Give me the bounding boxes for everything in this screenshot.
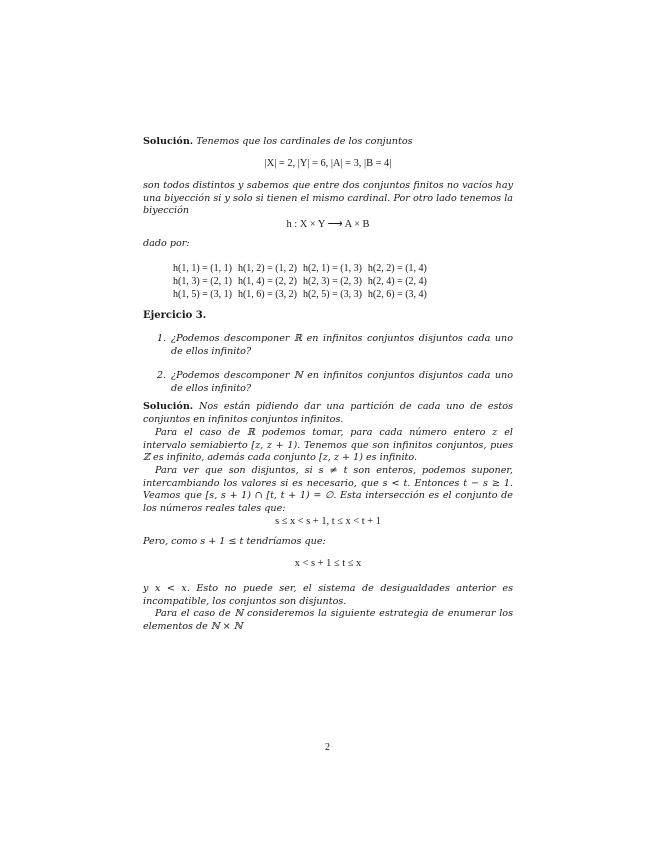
solution-intro-text: Tenemos que los cardinales de los conjuntos [196,136,413,147]
solution-2-p1 [143,401,513,426]
solution-2-p5: y x < x. Esto no puede ser, el sistema de desigualdades anterior es incompatible, los conjuntos son disjuntos. [143,583,513,607]
table-cell: h(2, 1) = (1, 3) [302,263,362,274]
list-item [143,370,513,395]
table-cell: h(1, 5) = (3, 1) [173,289,232,300]
table-cell: h(1, 1) = (1, 1) [173,263,232,274]
map-definition: h : X × Y ⟶ A × B [286,219,370,230]
table-row [173,275,433,288]
bijection-table-wrap [173,262,513,301]
exercise-items [143,333,513,407]
item-number: 2. [157,370,167,382]
table-cell: h(2, 4) = (2, 4) [367,276,427,287]
solution-2-p2: Para el caso de ℝ podemos tomar, para cada número entero z el intervalo semiabierto [z, z + 1). Tenemos que son infinitos conjuntos, pues ℤ es infinito, además cada conjunto [z, z + 1) es infinito. [143,427,513,464]
item-number: 1. [157,333,167,344]
solution-label: Solución. [143,136,194,147]
table-row [173,288,433,301]
cardinals-equation: |X| = 2, |Y| = 6, |A| = 3, |B = 4| [264,158,392,169]
bijection-table [173,262,433,301]
page-content [143,0,513,848]
table-row [173,262,433,275]
exercise-title: Ejercicio 3. [143,310,207,321]
table-cell: h(1, 3) = (2, 1) [173,276,232,287]
table-cell: h(2, 3) = (2, 3) [302,276,362,287]
item-text: ¿Podemos descomponer ℝ en infinitos conjuntos disjuntos cada uno de ellos infinito? [171,333,513,357]
list-item [143,333,513,358]
solution-label: Solución. [143,401,194,412]
table-cell: h(2, 5) = (3, 3) [302,289,362,300]
table-cell: h(2, 6) = (3, 4) [367,289,427,300]
dado-por-text: dado por: [143,238,190,249]
interval-equation: s ≤ x < s + 1, t ≤ x < t + 1 [275,516,381,527]
solution-1-intro [143,136,513,149]
inequality-chain: x < s + 1 ≤ t ≤ x [294,558,362,569]
solution-2-p1-text: Nos están pidiendo dar una partición de cada uno de estos conjuntos en infinitos conjuntos infinitos. [143,401,513,425]
solution-2-p3: Para ver que son disjuntos, si s ≠ t son enteros, podemos suponer, intercambiando los valores si es necesario, que s < t. Entonces t − s ≥ 1. Veamos que [s, s + 1) ∩ [t, t + 1) = ∅. Esta intersección es el conjunto de los números reales tales que: [143,465,513,514]
solution-2-p4: Pero, como s + 1 ≤ t tendríamos que: [143,536,326,547]
table-cell: h(1, 6) = (3, 2) [237,289,297,300]
solution-1-paragraph: son todos distintos y sabemos que entre dos conjuntos finitos no vacíos hay una biyección si y solo si tienen el mismo cardinal. Por otro lado tenemos la biyección [143,180,513,217]
table-cell: h(2, 2) = (1, 4) [367,263,427,274]
page-number: 2 [325,742,330,753]
table-cell: h(1, 2) = (1, 2) [237,263,297,274]
item-text: ¿Podemos descomponer ℕ en infinitos conjuntos disjuntos cada uno de ellos infinito? [171,370,513,394]
solution-2-p6: Para el caso de ℕ consideremos la siguiente estrategia de enumerar los elementos de ℕ × ℕ [143,608,513,632]
table-cell: h(1, 4) = (2, 2) [237,276,297,287]
